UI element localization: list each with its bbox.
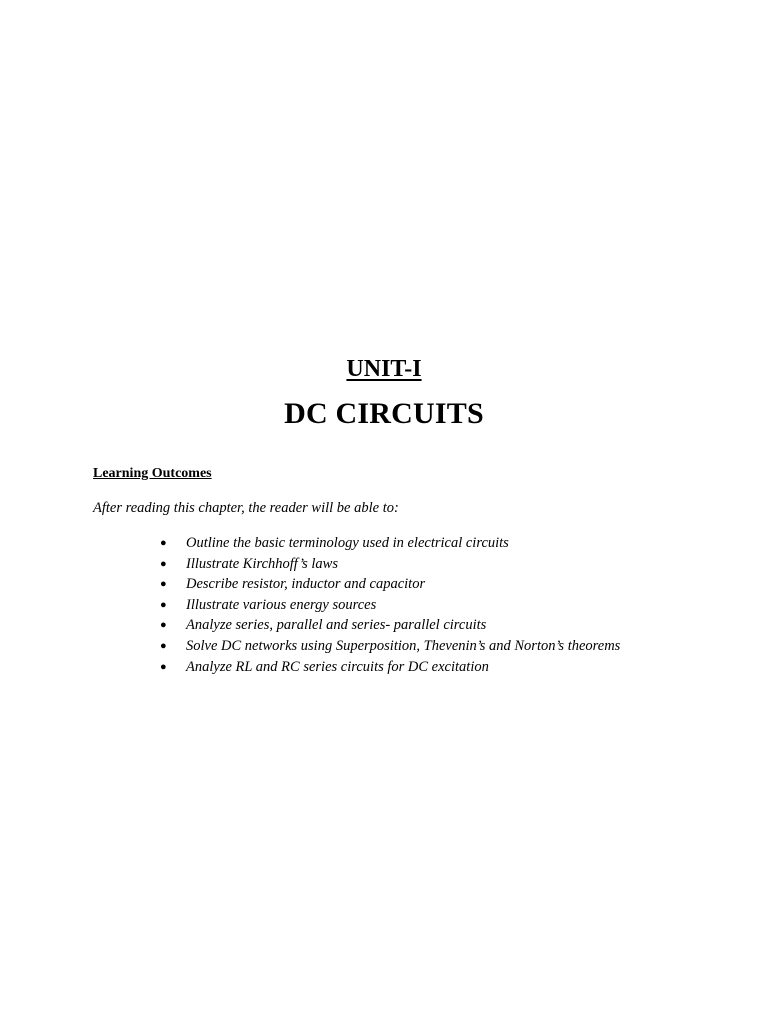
unit-label: UNIT-I <box>346 356 422 382</box>
outcome-text: Illustrate various energy sources <box>186 596 377 613</box>
bullet-icon: ● <box>160 619 167 632</box>
outcome-text: Describe resistor, inductor and capacitor <box>186 576 426 593</box>
outcome-text: Outline the basic terminology used in electrical circuits <box>186 535 509 551</box>
intro-text: After reading this chapter, the reader will be able to: <box>93 500 399 516</box>
bullet-icon: ● <box>160 557 167 570</box>
bullet-icon: ● <box>160 660 167 673</box>
outcome-text: Analyze series, parallel and series- parallel circuits <box>186 617 487 634</box>
bullet-icon: ● <box>160 578 167 591</box>
bullet-icon: ● <box>160 537 167 549</box>
chapter-title: DC CIRCUITS <box>284 397 484 430</box>
outcome-text: Solve DC networks using Superposition, Thevenin’s and Norton’s theorems <box>186 637 621 654</box>
bullet-icon: ● <box>160 598 167 611</box>
bullet-icon: ● <box>160 639 167 652</box>
outcome-text: Illustrate Kirchhoff’s laws <box>186 555 338 572</box>
learning-outcomes-heading: Learning Outcomes <box>93 466 212 481</box>
outcome-text: Analyze RL and RC series circuits for DC excitation <box>186 658 489 675</box>
